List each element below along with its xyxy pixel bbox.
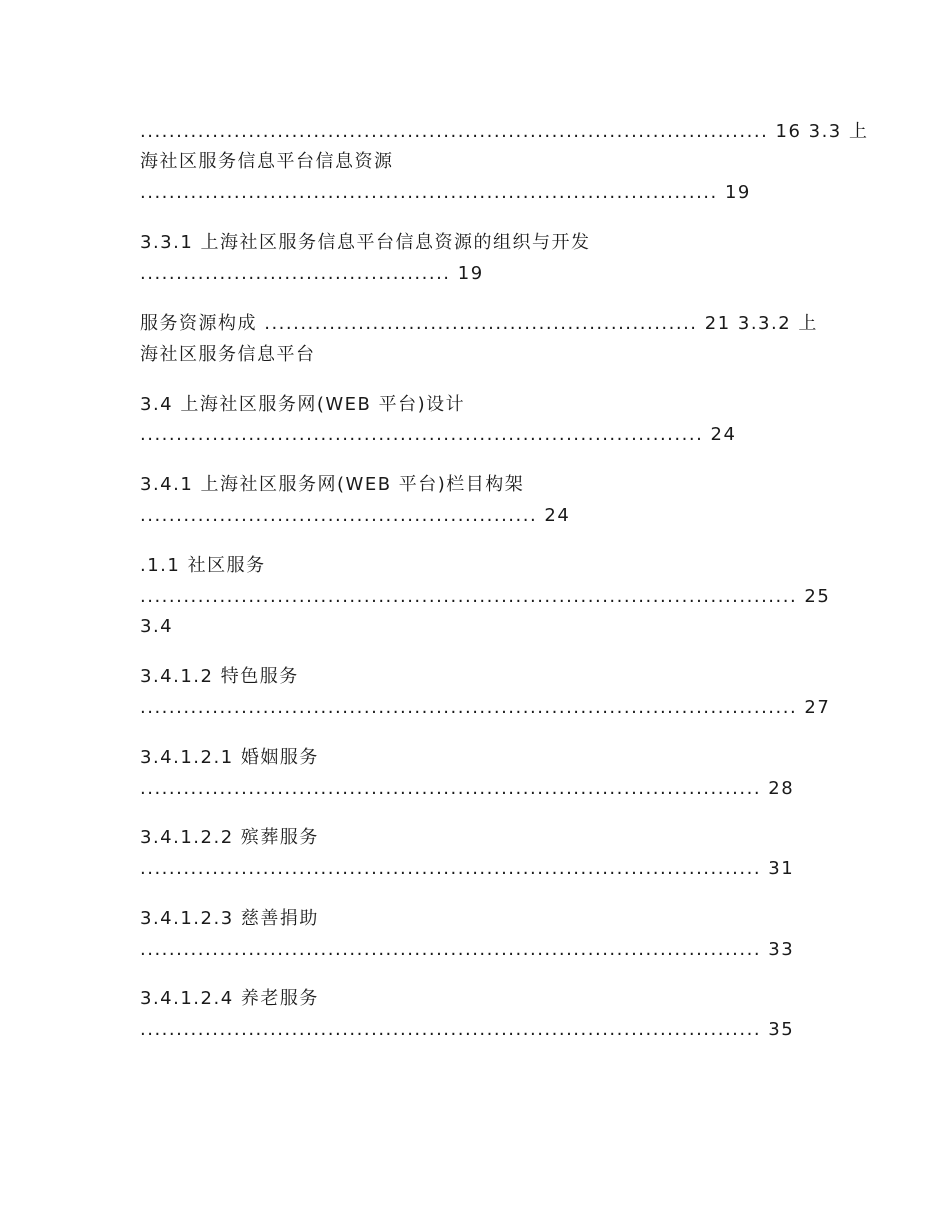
toc-line: 3.4	[140, 616, 174, 637]
toc-line: ...................................................................................... 35	[140, 1019, 795, 1040]
toc-line: .............................................................................. 24	[140, 424, 737, 445]
toc-line: 海社区服务信息平台信息资源	[140, 151, 394, 172]
toc-line: 3.3.1 上海社区服务信息平台信息资源的组织与开发	[140, 232, 591, 253]
toc-line: 3.4.1.2.4 养老服务	[140, 988, 319, 1009]
toc-line: ...................................................................................... 31	[140, 858, 795, 879]
toc-line: .1.1 社区服务	[140, 555, 266, 576]
toc-line: ...................................................................................... 28	[140, 778, 795, 799]
toc-line: 3.4.1.2.1 婚姻服务	[140, 747, 319, 768]
toc-line: ...................................................................................... 33	[140, 939, 795, 960]
toc-line: 3.4.1.2.3 慈善捐助	[140, 908, 319, 929]
toc-line: 3.4.1 上海社区服务网(WEB 平台)栏目构架	[140, 474, 525, 495]
toc-line: ........................................................................................... 27	[140, 697, 831, 718]
toc-line: 3.4 上海社区服务网(WEB 平台)设计	[140, 394, 466, 415]
toc-line: 海社区服务信息平台	[140, 344, 316, 365]
toc-line: 3.4.1.2 特色服务	[140, 666, 299, 687]
toc-line: 服务资源构成 ............................................................ 21 3.3.2 上	[140, 313, 818, 334]
toc-line: ........................................................................................... 25	[140, 586, 831, 607]
toc-line: ................................................................................ 19	[140, 182, 751, 203]
toc-line: ........................................... 19	[140, 263, 484, 284]
toc-line: ....................................................................................... 16 3.3 上	[140, 121, 869, 142]
toc-line: 3.4.1.2.2 殡葬服务	[140, 827, 319, 848]
toc-line: ....................................................... 24	[140, 505, 571, 526]
